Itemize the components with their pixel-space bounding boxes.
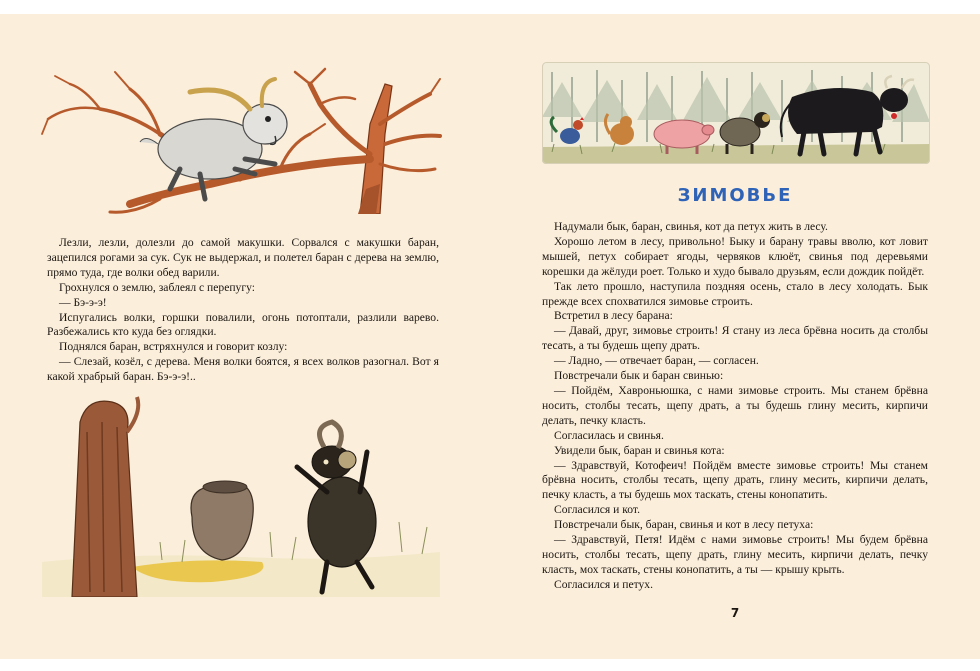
paragraph: Лезли, лезли, долезли до самой макушки. Сорвался с макушки баран, зацепился рогами за сук. Сук не выдержал, и полетел баран с дерева на землю, прямо туда, где волки обед варили.: [47, 236, 439, 279]
right-page: [490, 14, 980, 659]
bottom-margin: [0, 659, 980, 671]
paragraph: Согласился и кот.: [554, 503, 641, 517]
animals-procession-illustration: [542, 62, 930, 164]
paragraph: — Ладно, — отвечает баран, — согласен.: [554, 354, 759, 368]
left-page-text: [47, 236, 439, 385]
left-page: [0, 14, 490, 659]
paragraph: Испугались волки, горшки повалили, огонь потоптали, разлили варево. Разбежались кто куда без оглядки.: [47, 310, 439, 339]
paragraph: — Здравствуй, Котофеич! Пойдём вместе зимовье строить! Мы станем брёвна носить, столбы тесать, щепу драть, глину месить, кирпичи делать, печку класть, а ты будешь мох таскать, стены конопатить.: [542, 458, 928, 502]
paragraph: Поднялся баран, встряхнулся и говорит козлу:: [59, 340, 288, 354]
paragraph: Согласилась и свинья.: [554, 428, 664, 442]
paragraph: — Здравствуй, Петя! Идём с нами зимовье строить! Мы будем брёвна носить, столбы тесать, щепу драть, глину месить, кирпичи делать, печку класть, мох таскать, стены конопатить, а ты — крышу крыть.: [542, 533, 928, 576]
paragraph: Повстречали бык и баран свинью:: [554, 369, 724, 383]
ram-and-pot-illustration: [42, 392, 440, 597]
paragraph: Встретил в лесу барана:: [554, 309, 673, 323]
paragraph: — Бэ-э-э!: [59, 295, 107, 309]
paragraph: — Давай, друг, зимовье строить! Я стану из леса брёвна носить да столбы тесать, а ты будешь щепу драть.: [542, 324, 928, 353]
paragraph: Увидели бык, баран и свинья кота:: [554, 443, 725, 457]
paragraph: Согласился и петух.: [554, 577, 653, 591]
paragraph: Повстречали бык, баран, свинья и кот в лесу петуха:: [554, 518, 814, 532]
top-margin: [0, 0, 980, 14]
paragraph: — Слезай, козёл, с дерева. Меня волки боятся, я всех волков разогнал. Вот я какой храбрый баран. Бэ-э-э!..: [47, 355, 439, 384]
page-number: 7: [730, 606, 740, 620]
paragraph: Грохнулся о землю, заблеял с перепугу:: [59, 280, 255, 294]
right-page-text: [542, 220, 928, 593]
paragraph: — Пойдём, Хавроньюшка, с нами зимовье строить. Мы станем брёвна носить, столбы тесать, щепу драть, а ты будешь глину месить, кирпичи делать, печку класть.: [542, 383, 928, 427]
paragraph: Надумали бык, баран, свинья, кот да петух жить в лесу.: [554, 220, 828, 233]
goat-in-tree-illustration: [40, 64, 442, 214]
paragraph: Хорошо летом в лесу, привольно! Быку и барану травы вволю, кот ловит мышей, петух собирает ягоды, червяков клюёт, свинья под деревьями корешки да жёлуди роет. Только и худо бывало друзьям, если дождик пойдёт.: [542, 234, 928, 278]
paragraph: Так лето прошло, наступила поздняя осень, стало в лесу холодать. Бык прежде всех спохватился зимовье строить.: [542, 279, 928, 308]
page-title: ЗИМОВЬЕ: [677, 185, 793, 206]
